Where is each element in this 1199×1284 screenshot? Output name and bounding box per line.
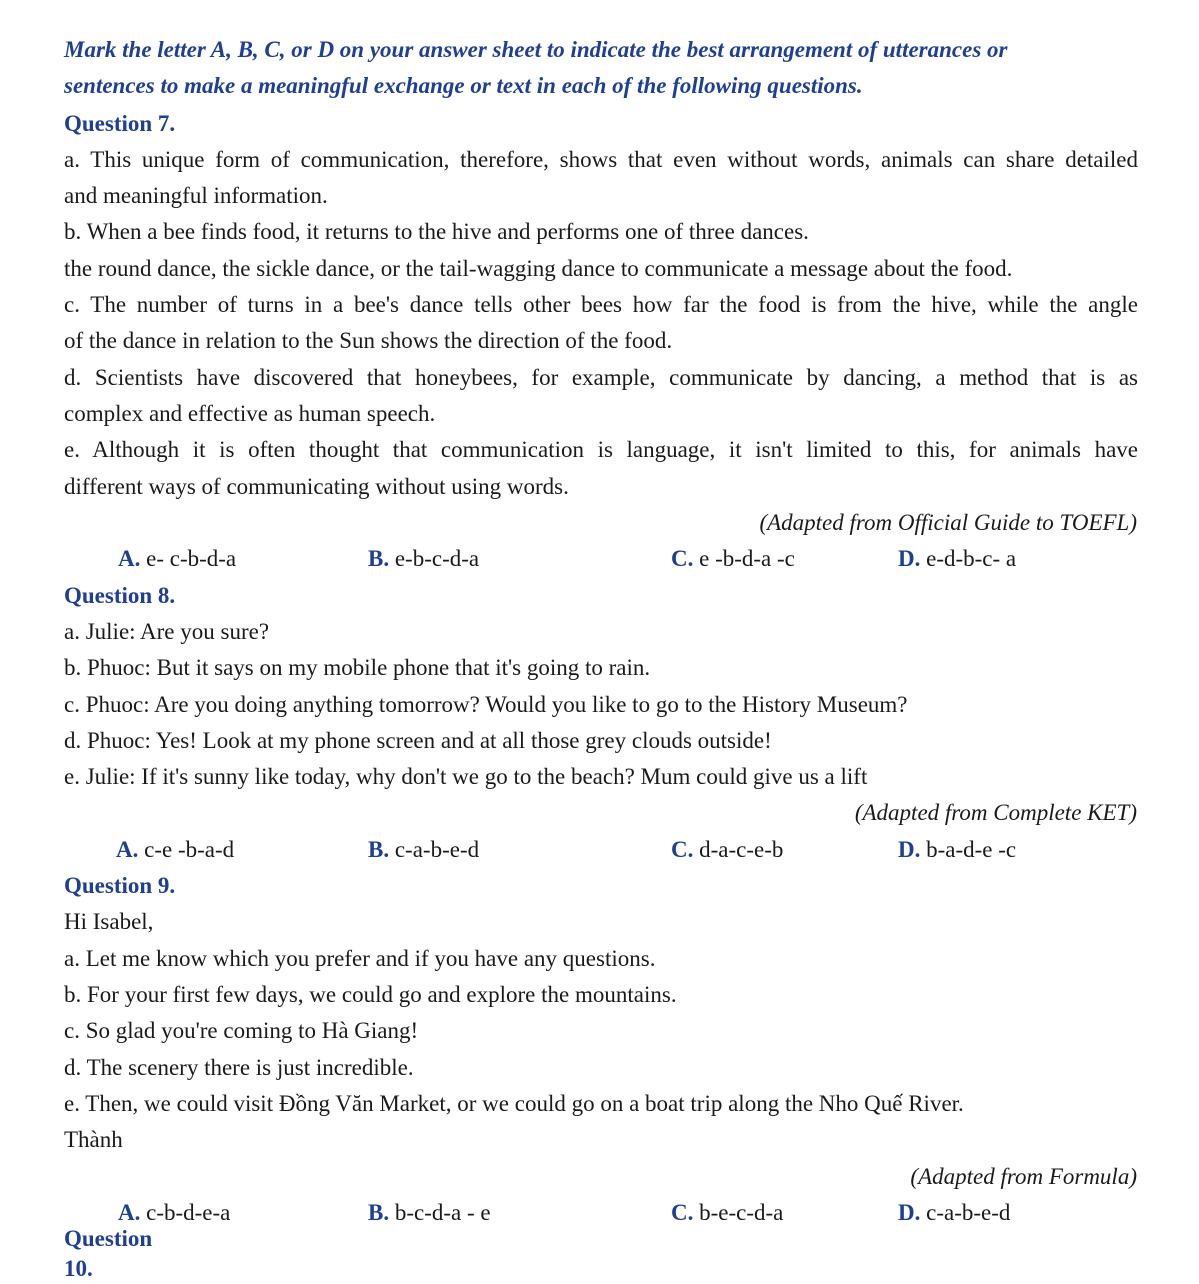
- q7-line: e. Although it is often thought that communication is language, it isn't limited to this, for animals have: [64, 437, 1138, 462]
- option-text: c-a-b-e-d: [394, 837, 480, 862]
- q7-option-a[interactable]: [118, 544, 236, 574]
- q9-option-c[interactable]: [671, 1198, 783, 1228]
- option-text: b-c-d-a - e: [394, 1200, 491, 1225]
- option-letter: A.: [118, 546, 141, 571]
- option-letter: A.: [116, 837, 139, 862]
- instruction-line-1: Mark the letter A, B, C, or D on your answer sheet to indicate the best arrangement of utterances or: [64, 37, 1008, 62]
- option-letter: A.: [118, 1200, 141, 1225]
- instruction-line-2: sentences to make a meaningful exchange or text in each of the following questions.: [64, 73, 863, 98]
- question-7-title: Question 7.: [64, 111, 176, 136]
- q9-line: b. For your first few days, we could go and explore the mountains.: [64, 982, 677, 1007]
- q7-source: (Adapted from Official Guide to TOEFL): [759, 510, 1137, 535]
- q8-line: a. Julie: Are you sure?: [64, 619, 270, 644]
- option-letter: C.: [671, 837, 694, 862]
- option-text: c-b-d-e-a: [146, 1200, 231, 1225]
- q7-option-c[interactable]: [671, 544, 795, 574]
- q7-line: of the dance in relation to the Sun shows the direction of the food.: [64, 328, 673, 353]
- next-question-title: Question 10.: [64, 1226, 153, 1281]
- q7-line: c. The number of turns in a bee's dance tells other bees how far the food is from the hive, while the angle: [64, 292, 1138, 317]
- q8-option-d[interactable]: [898, 835, 1016, 865]
- q9-line: a. Let me know which you prefer and if you have any questions.: [64, 946, 656, 971]
- q8-option-c[interactable]: [671, 835, 783, 865]
- q7-line: the round dance, the sickle dance, or the tail-wagging dance to communicate a message about the food.: [64, 256, 1013, 281]
- q7-line: complex and effective as human speech.: [64, 401, 436, 426]
- q7-line: b. When a bee finds food, it returns to the hive and performs one of three dances.: [64, 219, 809, 244]
- option-letter: C.: [671, 1200, 694, 1225]
- option-text: e- c-b-d-a: [146, 546, 237, 571]
- option-text: e-b-c-d-a: [394, 546, 480, 571]
- q8-source: (Adapted from Complete KET): [854, 800, 1137, 825]
- q7-option-b[interactable]: [368, 544, 479, 574]
- option-text: b-e-c-d-a: [699, 1200, 784, 1225]
- option-letter: D.: [898, 1200, 921, 1225]
- option-text: c-e -b-a-d: [144, 837, 235, 862]
- q7-line: different ways of communicating without using words.: [64, 474, 569, 499]
- option-text: e -b-d-a -c: [699, 546, 795, 571]
- q9-option-b[interactable]: [368, 1198, 491, 1228]
- option-letter: D.: [898, 546, 921, 571]
- q9-line: e. Then, we could visit Đồng Văn Market, or we could go on a boat trip along the Nho Quế River.: [64, 1091, 964, 1116]
- option-letter: B.: [368, 546, 390, 571]
- q9-line: Thành: [64, 1127, 123, 1152]
- question-8-title: Question 8.: [64, 583, 176, 608]
- q9-line: c. So glad you're coming to Hà Giang!: [64, 1018, 419, 1043]
- q8-line: d. Phuoc: Yes! Look at my phone screen and at all those grey clouds outside!: [64, 728, 772, 753]
- q9-line: d. The scenery there is just incredible.: [64, 1055, 414, 1080]
- q8-option-a[interactable]: [116, 835, 234, 865]
- q9-line: Hi Isabel,: [64, 909, 154, 934]
- option-text: d-a-c-e-b: [699, 837, 784, 862]
- q8-option-b[interactable]: [368, 835, 479, 865]
- option-text: b-a-d-e -c: [926, 837, 1017, 862]
- q8-line: c. Phuoc: Are you doing anything tomorrow? Would you like to go to the History Museum?: [64, 692, 908, 717]
- q7-line: and meaningful information.: [64, 183, 328, 208]
- q7-line: d. Scientists have discovered that honeybees, for example, communicate by dancing, a method that is as: [64, 365, 1138, 390]
- option-letter: C.: [671, 546, 694, 571]
- q8-line: b. Phuoc: But it says on my mobile phone that it's going to rain.: [64, 655, 651, 680]
- option-letter: B.: [368, 837, 390, 862]
- q8-line: e. Julie: If it's sunny like today, why don't we go to the beach? Mum could give us a lift: [64, 764, 868, 789]
- next-question-title-cropped: [64, 1226, 184, 1281]
- question-9-title: Question 9.: [64, 873, 176, 898]
- q9-option-d[interactable]: [898, 1198, 1010, 1228]
- option-text: c-a-b-e-d: [926, 1200, 1011, 1225]
- q7-line: a. This unique form of communication, therefore, shows that even without words, animals can share detailed: [64, 147, 1138, 172]
- option-letter: B.: [368, 1200, 390, 1225]
- option-letter: D.: [898, 837, 921, 862]
- q9-source: (Adapted from Formula): [910, 1164, 1137, 1189]
- option-text: e-d-b-c- a: [926, 546, 1017, 571]
- q7-option-d[interactable]: [898, 544, 1016, 574]
